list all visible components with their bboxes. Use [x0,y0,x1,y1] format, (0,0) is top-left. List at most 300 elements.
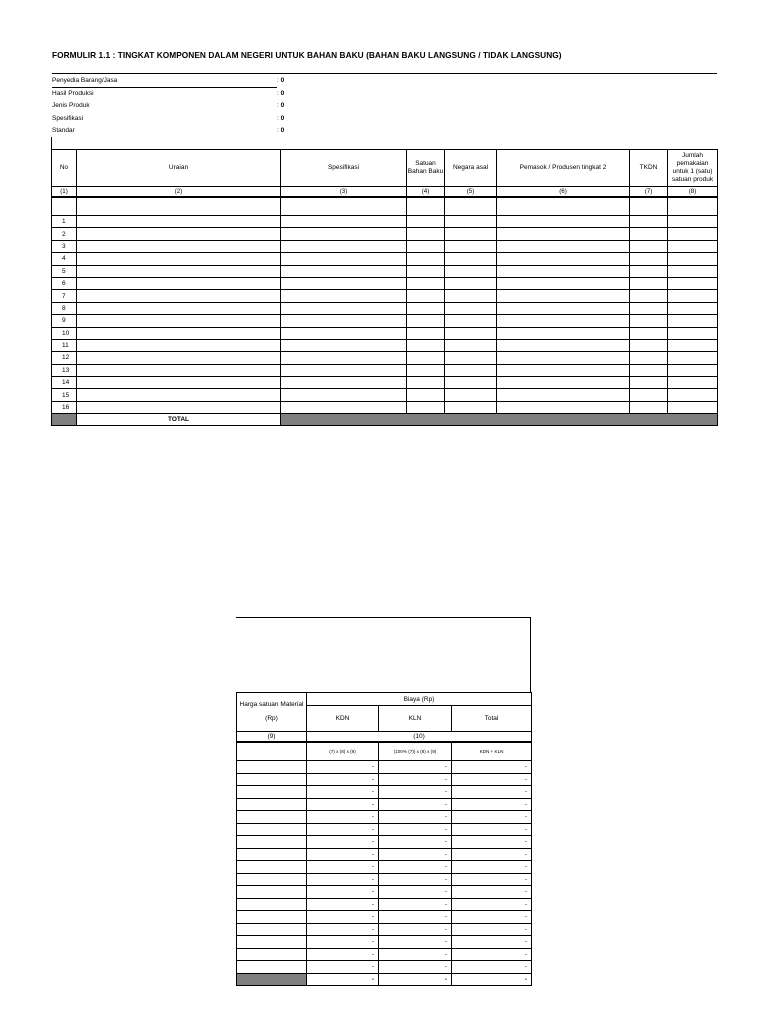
table-row [52,253,718,265]
table-cell[interactable] [630,216,668,228]
form-title: FORMULIR 1.1 : TINGKAT KOMPONEN DALAM NEGERI UNTUK BAHAN BAKU (BAHAN BAKU LANGSUNG / TIDAK LANGSUNG) [52,50,562,60]
table-cell[interactable] [77,364,281,376]
table-cell[interactable] [497,401,630,413]
cost-value[interactable]: - [379,948,452,961]
table-cell[interactable] [281,364,407,376]
table-cell[interactable] [445,377,497,389]
info-colon: : [277,114,279,122]
total-shade [281,414,718,426]
table-cell[interactable] [497,265,630,277]
table-cell[interactable] [77,290,281,302]
cost-value[interactable]: - [452,761,532,774]
table-cell[interactable] [281,352,407,364]
table-cell[interactable] [77,197,281,216]
table-cell[interactable] [77,302,281,314]
cost-value[interactable]: - [379,848,452,861]
cost-value[interactable]: - [307,786,379,799]
table-cell[interactable] [630,401,668,413]
table-cell[interactable] [237,911,307,924]
table-cell[interactable] [52,197,77,216]
cost-value[interactable]: - [307,898,379,911]
table-cell[interactable] [445,401,497,413]
table-cell[interactable] [237,823,307,836]
column-header: Pemasok / Produsen tingkat 2 [497,150,630,187]
cost-value[interactable]: - [379,786,452,799]
cost-value[interactable]: - [379,898,452,911]
table-cell[interactable] [497,352,630,364]
table-cell[interactable] [445,197,497,216]
cost-value[interactable]: - [452,898,532,911]
row-number: 11 [52,339,77,351]
table-cell[interactable] [445,339,497,351]
column-header: TKDN [630,150,668,187]
info-label: Hasil Produksi [52,89,94,97]
row-number: 15 [52,389,77,401]
table-row [52,327,718,339]
table-cell[interactable] [407,364,445,376]
table-cell[interactable] [77,389,281,401]
table-row [52,240,718,252]
table-cell[interactable] [407,327,445,339]
info-value [277,115,284,122]
cost-value[interactable]: - [452,923,532,936]
table-cell[interactable] [497,327,630,339]
row-number: 4 [52,253,77,265]
column-number: (7) [630,187,668,198]
table-cell[interactable] [407,216,445,228]
table-cell[interactable] [497,253,630,265]
column-header: Uraian [77,150,281,187]
table-cell[interactable] [407,265,445,277]
table-cell[interactable] [237,886,307,899]
table-cell[interactable] [281,253,407,265]
table-cell[interactable] [497,277,630,289]
table-cell[interactable] [668,302,718,314]
table-cell[interactable] [77,277,281,289]
table-cell[interactable] [281,197,407,216]
table-cell[interactable] [445,389,497,401]
table-cell[interactable] [407,277,445,289]
table-cell[interactable] [281,277,407,289]
table-cell[interactable] [77,228,281,240]
table-cell[interactable] [668,197,718,216]
row-number: 7 [52,290,77,302]
table-cell[interactable] [237,848,307,861]
cost-row [237,761,532,774]
column-number: (3) [281,187,407,198]
table-cell[interactable] [668,377,718,389]
table-cell[interactable] [497,240,630,252]
cost-value[interactable]: - [307,873,379,886]
cost-total-value: - [452,973,532,986]
cost-subheader: KLN [379,706,452,732]
cost-value[interactable]: - [307,836,379,849]
table-cell[interactable] [630,302,668,314]
table-cell[interactable] [630,277,668,289]
cost-row [237,861,532,874]
table-cell[interactable] [668,253,718,265]
table-cell[interactable] [281,240,407,252]
table-cell[interactable] [668,290,718,302]
table-cell[interactable] [497,216,630,228]
row-number: 2 [52,228,77,240]
column-number: (9) [237,732,307,743]
table-row [52,290,718,302]
row-number: 6 [52,277,77,289]
table-cell[interactable] [630,364,668,376]
cost-value[interactable]: - [307,961,379,974]
cost-value[interactable]: - [307,848,379,861]
table-cell[interactable] [281,265,407,277]
cost-value[interactable]: - [452,948,532,961]
harga-header [237,693,307,732]
harga-unit: (Rp) [265,715,278,722]
table-cell[interactable] [281,327,407,339]
row-number: 14 [52,377,77,389]
row-number: 1 [52,216,77,228]
cost-value[interactable]: - [452,786,532,799]
table-cell[interactable] [237,811,307,824]
table-cell[interactable] [237,798,307,811]
info-left-border [51,137,52,149]
column-number: (10) [307,732,532,743]
table-cell[interactable] [237,873,307,886]
total-shade [52,414,77,426]
table-cell[interactable] [497,315,630,327]
info-label: Standar [52,127,75,134]
info-value [277,77,284,84]
table-cell[interactable] [668,389,718,401]
table-cell[interactable] [497,228,630,240]
table-cell[interactable] [407,228,445,240]
total-label: TOTAL [77,414,281,426]
cost-value[interactable]: - [379,836,452,849]
table-cell[interactable] [407,290,445,302]
row-number: 12 [52,352,77,364]
cost-value[interactable]: - [452,823,532,836]
table-cell[interactable] [77,401,281,413]
cost-row [237,886,532,899]
column-number: (8) [668,187,718,198]
table-cell[interactable] [77,315,281,327]
component-table [51,149,718,426]
info-value-text: 0 [280,102,285,109]
table-row [52,401,718,413]
table-cell[interactable] [445,216,497,228]
cost-value[interactable]: - [452,886,532,899]
row-number: 9 [52,315,77,327]
table-cell[interactable] [630,315,668,327]
table-cell[interactable] [668,240,718,252]
table-cell[interactable] [281,339,407,351]
table-cell[interactable] [237,898,307,911]
cost-value[interactable]: - [307,886,379,899]
table-cell[interactable] [445,265,497,277]
cost-value[interactable]: - [452,911,532,924]
biaya-header: Biaya (Rp) [307,693,532,706]
table-cell[interactable] [445,364,497,376]
table-cell[interactable] [630,228,668,240]
table-cell[interactable] [407,240,445,252]
table-cell[interactable] [237,936,307,949]
cost-value[interactable]: - [379,873,452,886]
table-cell[interactable] [668,228,718,240]
table-cell[interactable] [630,265,668,277]
info-label: Spesifikasi [52,114,84,122]
table-cell[interactable] [668,315,718,327]
table-cell[interactable] [77,327,281,339]
cost-row [237,936,532,949]
column-number: (1) [52,187,77,198]
table-cell[interactable] [237,761,307,774]
cost-subheader: Total [452,706,532,732]
table-cell[interactable] [445,290,497,302]
table-row [52,216,718,228]
info-value-text: 0 [280,77,285,84]
table-cell[interactable] [407,389,445,401]
table-cell [237,742,307,761]
cost-row [237,786,532,799]
table-cell[interactable] [77,216,281,228]
table-cell[interactable] [497,302,630,314]
table-cell[interactable] [668,327,718,339]
table-cell[interactable] [630,240,668,252]
cost-value[interactable]: - [452,811,532,824]
table-cell[interactable] [237,773,307,786]
cost-row [237,873,532,886]
table-cell[interactable] [668,216,718,228]
table-cell[interactable] [407,197,445,216]
column-number: (4) [407,187,445,198]
table-cell[interactable] [407,253,445,265]
table-cell[interactable] [445,302,497,314]
table-cell[interactable] [237,786,307,799]
row-number: 13 [52,364,77,376]
table-cell[interactable] [445,277,497,289]
cost-row [237,823,532,836]
table-cell[interactable] [237,923,307,936]
table-cell[interactable] [630,290,668,302]
cost-subheader: KDN [307,706,379,732]
column-header: Spesifikasi [281,150,407,187]
cost-total-value: - [307,973,379,986]
table-row [52,315,718,327]
table-cell[interactable] [281,315,407,327]
info-value [277,102,284,109]
table-cell[interactable] [281,216,407,228]
total-shade [237,973,307,986]
info-colon: : [277,89,279,97]
cost-header-box [236,617,531,692]
info-label: Penyedia Barang/Jasa [52,77,118,84]
table-cell[interactable] [497,364,630,376]
cost-row [237,848,532,861]
cost-value[interactable]: - [452,836,532,849]
formula-cell: (100% (7)) x (8) x (9) [379,742,452,761]
cost-value[interactable]: - [379,936,452,949]
table-cell[interactable] [407,352,445,364]
table-cell[interactable] [668,277,718,289]
cost-value[interactable]: - [307,773,379,786]
column-header: Jumlah pemakaian untuk 1 (satu) satuan produk [668,150,718,187]
table-cell[interactable] [668,339,718,351]
table-cell[interactable] [630,339,668,351]
table-row [52,265,718,277]
cost-value[interactable]: - [452,773,532,786]
info-colon: : [277,77,279,84]
table-cell[interactable] [630,352,668,364]
column-header: No [52,150,77,187]
row-number: 10 [52,327,77,339]
table-cell[interactable] [630,377,668,389]
info-value-text: 0 [280,127,285,134]
table-cell[interactable] [630,253,668,265]
table-cell[interactable] [77,253,281,265]
table-cell[interactable] [407,377,445,389]
table-row [52,228,718,240]
cost-value[interactable]: - [452,848,532,861]
info-value [277,90,284,97]
table-cell[interactable] [281,290,407,302]
cost-row [237,836,532,849]
table-row [52,277,718,289]
cost-value[interactable]: - [307,911,379,924]
info-colon: : [277,102,279,109]
table-cell[interactable] [668,401,718,413]
table-cell[interactable] [237,861,307,874]
row-number: 5 [52,265,77,277]
cost-value[interactable]: - [307,861,379,874]
column-number: (2) [77,187,281,198]
table-cell[interactable] [630,327,668,339]
cost-value[interactable]: - [379,923,452,936]
column-header: Satuan Bahan Baku [407,150,445,187]
table-cell[interactable] [77,377,281,389]
info-colon: : [277,127,279,134]
cost-value[interactable]: - [379,823,452,836]
table-cell[interactable] [630,389,668,401]
table-cell[interactable] [497,290,630,302]
cost-value[interactable]: - [452,861,532,874]
info-value [277,127,284,134]
table-cell[interactable] [630,197,668,216]
formula-cell: (7) x (8) x (9) [307,742,379,761]
table-cell[interactable] [668,352,718,364]
cost-value[interactable]: - [379,886,452,899]
table-cell[interactable] [497,389,630,401]
title-rule [52,73,717,74]
cost-value[interactable]: - [307,823,379,836]
cost-value[interactable]: - [452,873,532,886]
table-cell[interactable] [281,401,407,413]
formula-cell: KDN + KLN [452,742,532,761]
cost-value[interactable]: - [307,761,379,774]
info-value-text: 0 [280,114,285,122]
table-cell[interactable] [281,389,407,401]
cost-total-value: - [379,973,452,986]
table-cell[interactable] [77,240,281,252]
table-cell[interactable] [445,240,497,252]
table-cell[interactable] [77,339,281,351]
table-cell[interactable] [407,302,445,314]
info-underline [52,87,277,88]
cost-row [237,898,532,911]
table-cell[interactable] [407,339,445,351]
cost-table [236,692,532,986]
table-cell[interactable] [237,948,307,961]
table-row [52,339,718,351]
column-number: (5) [445,187,497,198]
cost-value[interactable]: - [452,936,532,949]
cost-row [237,773,532,786]
table-cell[interactable] [445,228,497,240]
cost-row [237,798,532,811]
cost-value[interactable]: - [379,911,452,924]
table-cell[interactable] [237,836,307,849]
table-cell[interactable] [407,315,445,327]
cost-value[interactable]: - [452,961,532,974]
cost-value[interactable]: - [379,811,452,824]
cost-row [237,911,532,924]
table-row [52,364,718,376]
table-cell[interactable] [281,228,407,240]
table-cell[interactable] [445,315,497,327]
cost-row [237,948,532,961]
table-row [52,302,718,314]
cost-value[interactable]: - [307,798,379,811]
cost-row [237,961,532,974]
table-cell[interactable] [497,377,630,389]
table-cell[interactable] [497,339,630,351]
info-value-text: 0 [280,89,285,97]
table-cell[interactable] [445,327,497,339]
cost-value[interactable]: - [379,773,452,786]
cost-value[interactable]: - [379,861,452,874]
table-row [52,352,718,364]
table-cell[interactable] [77,265,281,277]
table-cell[interactable] [668,364,718,376]
info-label: Jenis Produk [52,102,90,109]
cost-value[interactable]: - [307,923,379,936]
cost-value[interactable]: - [307,948,379,961]
table-row [52,389,718,401]
table-cell[interactable] [281,302,407,314]
table-cell[interactable] [281,377,407,389]
table-cell[interactable] [77,352,281,364]
cost-value[interactable]: - [379,761,452,774]
cost-row [237,811,532,824]
table-cell[interactable] [445,352,497,364]
row-number: 3 [52,240,77,252]
table-row [52,377,718,389]
column-header: Negara asal [445,150,497,187]
table-cell[interactable] [668,265,718,277]
cost-value[interactable]: - [452,798,532,811]
row-number: 16 [52,401,77,413]
cost-row [237,923,532,936]
table-cell[interactable] [407,401,445,413]
row-number: 8 [52,302,77,314]
column-number: (6) [497,187,630,198]
table-cell[interactable] [445,253,497,265]
cost-value[interactable]: - [307,936,379,949]
cost-value[interactable]: - [379,961,452,974]
cost-value[interactable]: - [379,798,452,811]
harga-label: Harga satuan Material [239,701,304,708]
table-cell[interactable] [497,197,630,216]
cost-value[interactable]: - [307,811,379,824]
table-cell[interactable] [237,961,307,974]
